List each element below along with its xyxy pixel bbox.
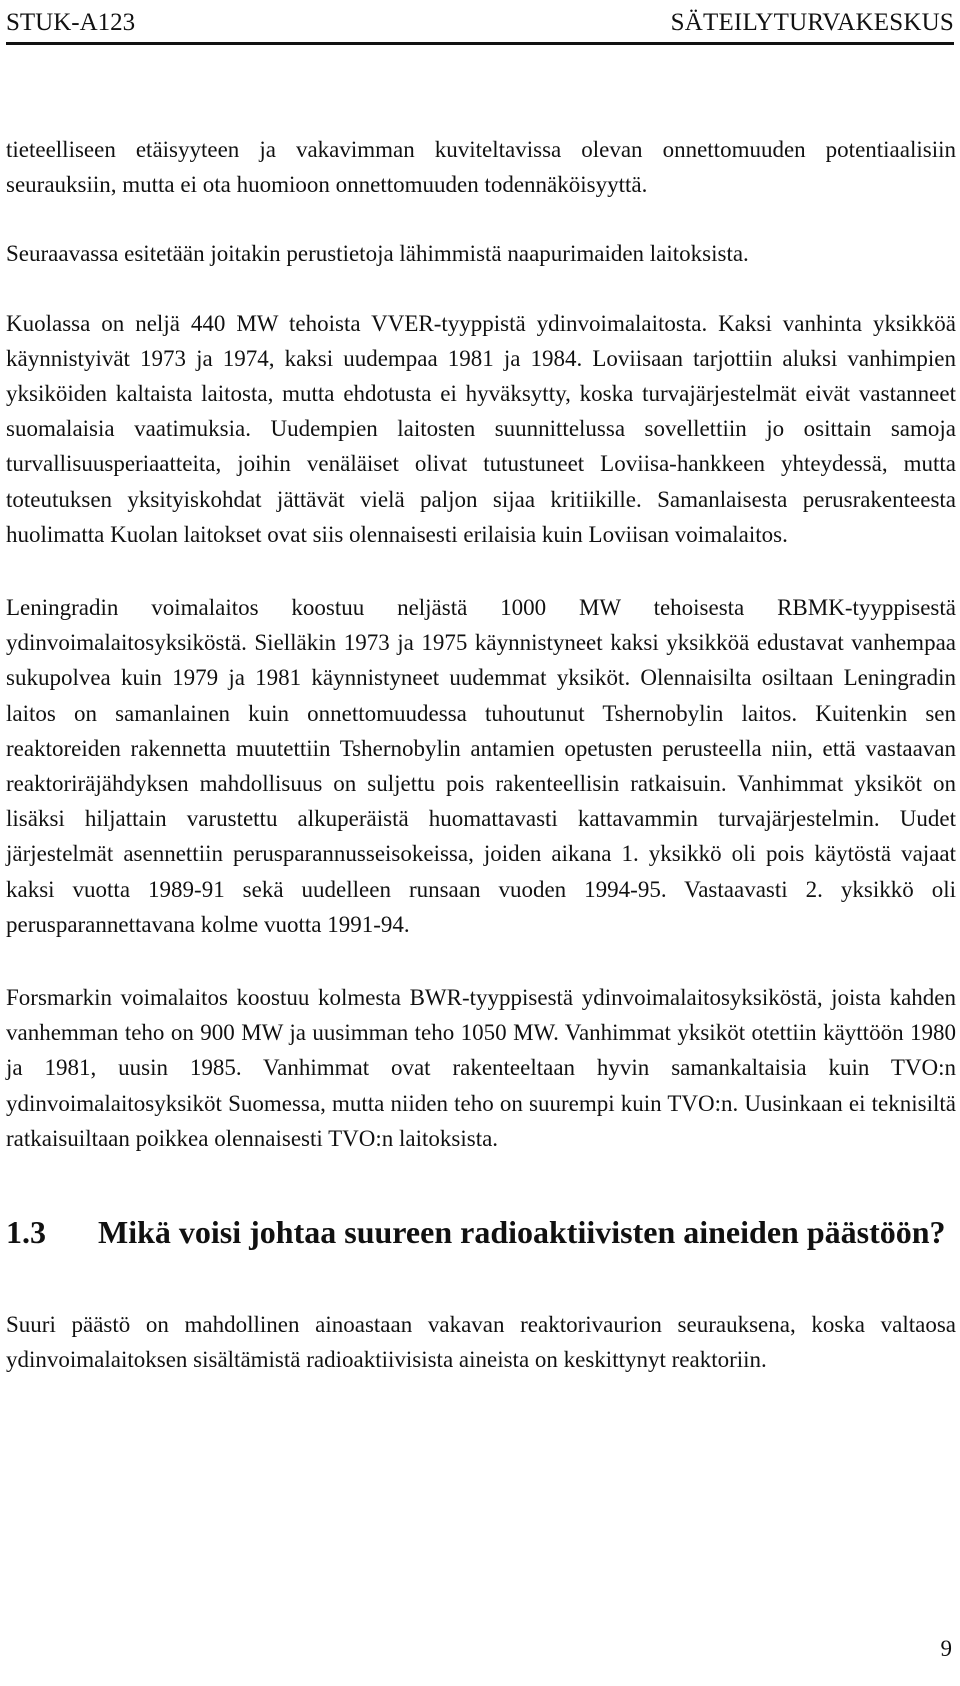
paragraph-leningrad: Leningradin voimalaitos koostuu neljästä 1000 MW tehoisesta RBMK-tyyppisestä ydinvoimalaitosyksiköstä. Sielläkin 1973 ja 1975 käynnistyneet kaksi yksikköä edustavat vanhempaa sukupolvea kuin 1979 ja 1981 käynnistyneet uudemmat yksiköt. Olennaisilta osiltaan Leningradin laitos on samanlainen kuin onnettomuudessa tuhoutunut Tshernobylin laitos. Kuitenkin sen reaktoreiden rakennetta muutettiin Tshernobylin antamien opetusten perusteella niin, että vastaavan reaktoriräjähdyksen mahdollisuus on suljettu pois rakenteellisin ratkaisuin. Vanhimmat yksiköt on lisäksi hiljattain varustettu alkuperäistä huomattavasti kattavammin turvajärjestelmin. Uudet järjestelmät asennettiin perusparannusseisokeissa, joiden aikana 1. yksikkö oli pois käytöstä vajaat kaksi vuotta 1989-91 sekä uudelleen runsaan vuoden 1994-95. Vastaavasti 2. yksikkö oli perusparannettavana kolme vuotta 1991-94. [6, 595, 956, 937]
report-code: STUK-A123 [6, 9, 136, 36]
section-number: 1.3 [6, 1214, 46, 1251]
section-title: Mikä voisi johtaa suureen radioaktiivisten aineiden päästöön? [98, 1214, 946, 1251]
page-number: 9 [940, 1636, 952, 1661]
paragraph-intro: Seuraavassa esitetään joitakin perustietoja lähimmistä naapurimaiden laitoksista. [6, 241, 749, 267]
publisher-name: SÄTEILYTURVAKESKUS [670, 9, 954, 36]
page-body [6, 132, 956, 1377]
paragraph-forsmark: Forsmarkin voimalaitos koostuu kolmesta BWR-tyyppisestä ydinvoimalaitosyksiköstä, joista kahden vanhemman teho on 900 MW ja uusimman teho 1050 MW. Vanhimmat yksiköt otettiin käyttöön 1980 ja 1981, uusin 1985. Vanhimmat ovat rakenteeltaan hyvin samankaltaisia kuin TVO:n ydinvoimalaitosyksiköt Suomessa, mutta niiden teho on suurempi kuin TVO:n. Uusinkaan ei teknisiltä ratkaisuiltaan poikkea olennaisesti TVO:n laitoksista. [6, 985, 956, 1151]
section-heading [6, 1212, 956, 1252]
paragraph-kola: Kuolassa on neljä 440 MW tehoista VVER-tyyppistä ydinvoimalaitosta. Kaksi vanhinta yksikköä käynnistyivät 1973 ja 1974, kaksi uudempaa 1981 ja 1984. Loviisaan tarjottiin aluksi vanhimpien yksiköiden kaltaista laitosta, mutta ehdotusta ei hyväksytty, koska turvajärjestelmät eivät vastanneet suomalaisia vaatimuksia. Uudempien laitosten suunnittelussa sovellettiin jo osittain samoja turvallisuusperiaatteita, joihin venäläiset olivat tutustuneet Loviisa-hankkeen yhteydessä, mutta toteutuksen yksityiskohdat jättävät vielä paljon sijaa kritiikille. Samanlaisesta perusrakenteesta huolimatta Kuolan laitokset ovat siis olennaisesti erilaisia kuin Loviisan voimalaitos. [6, 310, 956, 547]
paragraph-continuation: tieteelliseen etäisyyteen ja vakavimman kuviteltavissa olevan onnettomuuden potentiaalisiin seurauksiin, mutta ei ota huomioon onnettomuuden todennäköisyyttä. [6, 137, 956, 198]
paragraph-section-text: Suuri päästö on mahdollinen ainoastaan vakavan reaktorivaurion seurauksena, koska valtaosa ydinvoimalaitoksen sisältämistä radioaktiivisista aineista on keskittynyt reaktoriin. [6, 1312, 956, 1373]
page-header [6, 6, 954, 45]
